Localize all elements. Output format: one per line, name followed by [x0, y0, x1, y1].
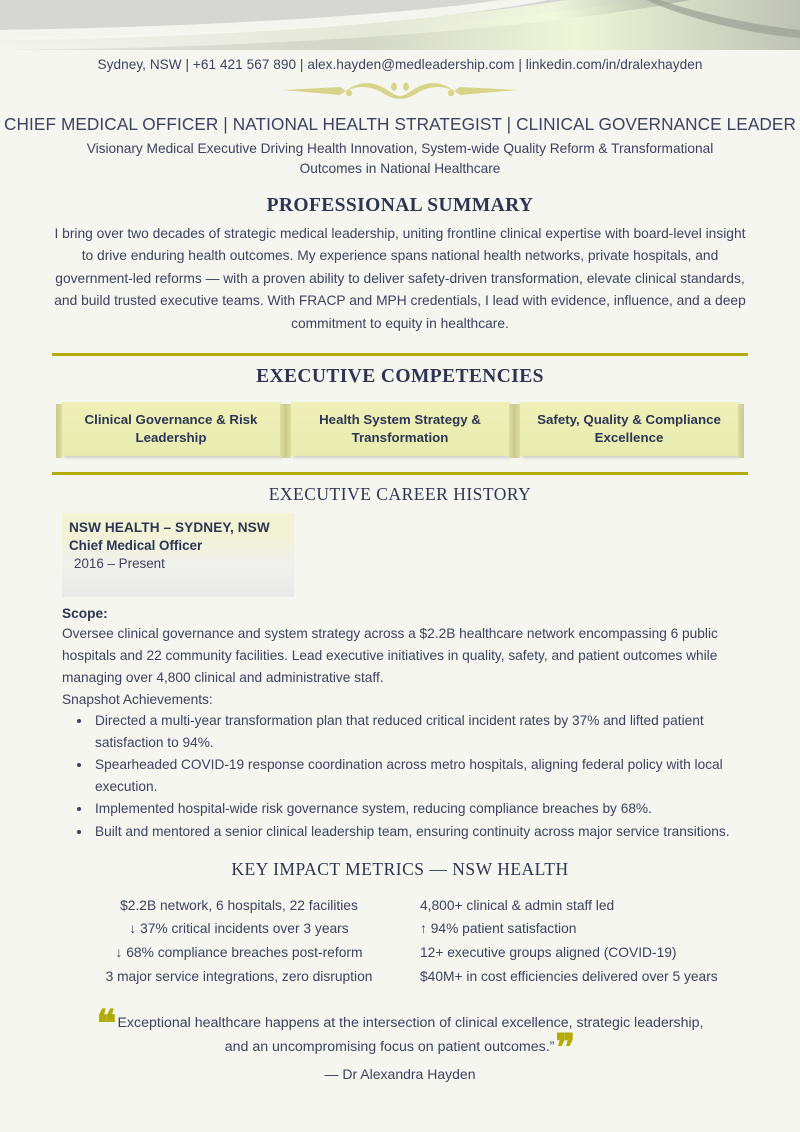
metric-item: 4,800+ clinical & admin staff led — [420, 897, 615, 913]
section-title-metrics: KEY IMPACT METRICS — NSW HEALTH — [231, 858, 569, 879]
metric-item: ↓ 37% critical incidents over 3 years — [129, 921, 349, 937]
metric-item: ↓ 68% compliance breaches post-reform — [115, 945, 363, 961]
scope-text: Oversee clinical governance and system strategy across a $2.2B healthcare network encompassing 6 public hospitals and 22 community facilities. Lead executive initiatives in quality, safety, and patient outcomes while managing over 4,800 clinical and administrative staff. — [62, 626, 718, 686]
section-title-summary: PROFESSIONAL SUMMARY — [266, 194, 534, 216]
metrics-column-left — [62, 894, 400, 989]
contact-line: Sydney, NSW | +61 421 567 890 | alex.hayden@medleadership.com | linkedin.com/in/dralexhayden — [97, 56, 703, 72]
section-title-career: EXECUTIVE CAREER HISTORY — [268, 484, 532, 505]
competency-list — [62, 402, 738, 456]
job-company: NSW HEALTH – SYDNEY, NSW — [69, 520, 270, 536]
metric-item: 3 major service integrations, zero disruption — [105, 968, 373, 984]
quote-text: Exceptional healthcare happens at the intersection of clinical excellence, strategic leadership, and an uncompromising focus on patient outcomes.” — [117, 1014, 704, 1056]
metric-item: 12+ executive groups aligned (COVID-19) — [420, 945, 677, 961]
ornamental-divider — [0, 80, 800, 104]
snapshot-label: Snapshot Achievements: — [62, 691, 213, 707]
quote-open-icon: ❝ — [96, 1003, 117, 1045]
banner-swoosh-icon — [0, 0, 800, 52]
competency-card: Clinical Governance & Risk Leadership — [62, 402, 280, 456]
metric-item: $2.2B network, 6 hospitals, 22 facilities — [120, 897, 358, 913]
divider-rule-top-competencies — [52, 353, 748, 356]
divider-rule-bottom-competencies — [52, 472, 748, 475]
scope-label: Scope: — [62, 606, 108, 622]
summary-text: I bring over two decades of strategic medical leadership, uniting frontline clinical expertise with board-level insight to drive enduring health outcomes. My experience spans national health networks, private hospitals, and government-led reforms — with a proven ability to deliver safety-driven transformation, elevate clinical standards, and build trusted executive teams. With FRACP and MPH credentials, I lead with evidence, influence, and a deep commitment to equity in healthcare. — [54, 225, 746, 331]
quote-close-icon: ❞ — [555, 1028, 576, 1070]
professional-headline: CHIEF MEDICAL OFFICER | NATIONAL HEALTH STRATEGIST | CLINICAL GOVERNANCE LEADER — [4, 113, 796, 134]
flourish-icon — [280, 80, 520, 102]
header-banner-decoration — [0, 0, 800, 52]
competency-card: Health System Strategy & Transformation — [291, 402, 509, 456]
job-role: Chief Medical Officer — [69, 538, 203, 554]
competency-card: Safety, Quality & Compliance Excellence — [520, 402, 738, 456]
professional-tagline: Visionary Medical Executive Driving Health Innovation, System-wide Quality Reform & Transformational Outcomes in National Healthcare — [86, 140, 714, 176]
pull-quote — [96, 1003, 704, 1083]
achievement-list — [62, 710, 738, 843]
job-header-card — [62, 513, 294, 597]
job-details — [62, 606, 738, 843]
metrics-column-right — [400, 894, 738, 989]
metrics-grid — [62, 894, 738, 989]
list-item: • Implemented hospital-wide risk governance system, reducing compliance breaches by 68%. — [92, 798, 738, 820]
section-title-competencies: EXECUTIVE COMPETENCIES — [256, 366, 544, 388]
list-item: • Spearheaded COVID-19 response coordination across metro hospitals, aligning federal policy with local execution. — [92, 754, 738, 798]
quote-author: — Dr Alexandra Hayden — [324, 1066, 476, 1083]
list-item: • Directed a multi-year transformation plan that reduced critical incident rates by 37% and lifted patient satisfaction to 94%. — [92, 710, 738, 754]
metric-item: $40M+ in cost efficiencies delivered over 5 years — [420, 968, 718, 984]
metric-item: ↑ 94% patient satisfaction — [420, 921, 577, 937]
list-item: • Built and mentored a senior clinical leadership team, ensuring continuity across major service transitions. — [92, 821, 738, 843]
job-dates: 2016 – Present — [74, 556, 165, 572]
